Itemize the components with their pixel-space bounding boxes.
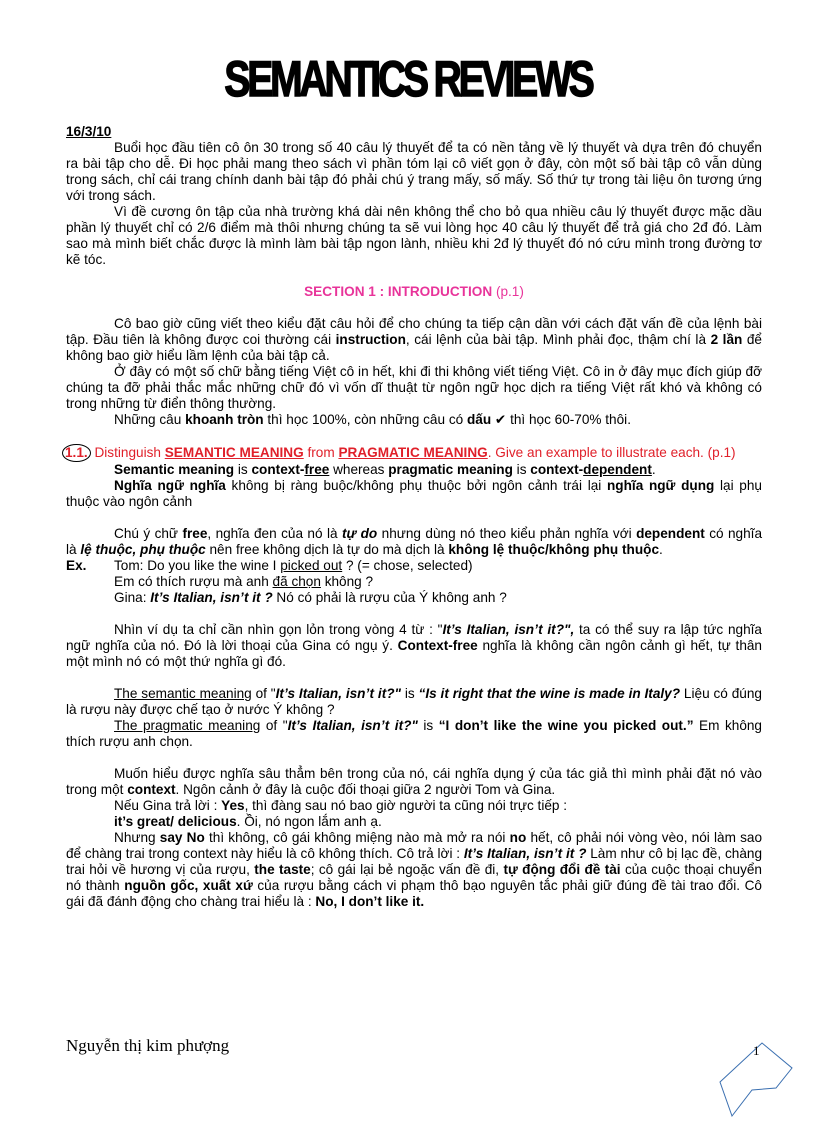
text: of " [260, 718, 288, 733]
text-bold: dấu [466, 412, 492, 427]
text-bold-italic: It’s Italian, isn’t it ? [463, 846, 587, 861]
text: is [234, 462, 252, 477]
text-bold: Nghĩa ngữ nghĩa [114, 478, 226, 493]
text: ta có thể suy ra lập tức nghĩa ngữ nghĩa của nó. Đó là lời thoại của Gina có ngụ ý. [66, 622, 762, 653]
text: Nó có phải là rượu của Ý không anh ? [272, 590, 507, 605]
section-paragraph-2: Ở đây có một số chữ bằng tiếng Việt cô in hết, khi đi thi không viết tiếng Việt. Cô in ở đây mục đích giúp đỡ chúng ta đỡ phải thắc mắc những chữ đó vì vốn dĩ thuật từ ngôn ngữ học dịch ra tiếng Việt rất khó và không có trong những từ điển thông thường. [66, 364, 762, 411]
text: Distinguish [90, 445, 165, 460]
text-bold: Context-free [397, 638, 478, 653]
section-paragraph-1 [66, 316, 762, 364]
text: , thì đàng sau nó bao giờ người ta cũng nói trực tiếp : [244, 798, 568, 813]
context-paragraph [66, 766, 762, 798]
text: hết, cô phải nói vòng vèo, nói làm sao để chàng trai trong context này hiểu là cô không thích. Cô trả lời : [66, 830, 763, 861]
pragmatic-meaning-paragraph [66, 718, 762, 750]
text: có nghĩa là [66, 526, 763, 557]
text: ? (= chose, selected) [342, 558, 473, 573]
intro-paragraph-1: Buổi học đầu tiên cô ôn 30 trong số 40 câu lý thuyết để ta có nền tảng về lý thuyết và dựa trên đó chuyển ra bài tập cho dễ. Đi học phải mang theo sách vì phần tóm lại cô viết gọn ở đây, còn một số bài tập cô vẫn dùng trong sách, chỉ cái trang chính danh bài tập đó phải chú ý trang mấy, số mấy. Số thứ tự trong tài liệu ôn tương ứng với trong sách. [66, 140, 762, 203]
page-corner-decoration [700, 1040, 800, 1120]
text: Những câu [114, 412, 186, 427]
text: Em có thích rượu mà anh [114, 574, 273, 589]
no-paragraph [66, 830, 762, 910]
text-bold: free [182, 526, 208, 541]
text-bold: nguồn gốc, xuất xứ [124, 878, 253, 893]
text: Nhìn ví dụ ta chỉ cần nhìn gọn lỏn trong vòng 4 từ : " [114, 622, 443, 637]
question-number: 1.1. [62, 444, 91, 462]
text: . [651, 462, 656, 477]
text-bold: the taste [254, 862, 311, 877]
text-bold: pragmatic meaning [388, 462, 513, 477]
text-bold: instruction [335, 332, 406, 347]
section-title: SECTION 1 : INTRODUCTION [304, 284, 493, 299]
text: Nhưng [114, 830, 160, 845]
text-underline: picked out [280, 558, 343, 573]
text: , cái lệnh của bài tập. Mình phải đọc, thậm chí là [405, 332, 711, 347]
section-heading [66, 284, 762, 300]
explanation-paragraph-1 [66, 622, 762, 670]
text-bold-italic: tự do [341, 526, 378, 541]
intro-paragraph-2: Vì đề cương ôn tập của nhà trường khá dài nên không thể cho bỏ qua nhiều câu lý thuyết được mặc dầu phần lý thuyết chỉ có 2/6 điểm mà thôi nhưng chúng ta sẽ vui lòng học 40 câu lý thuyết để trả giá cho 2đ đó. Làm sao mà mình biết chắc được là mình làm bài tập ngon lành, nhiều khi 2đ lý thuyết đó nó cứu mình trong đường tơ kẽ tóc. [66, 204, 762, 267]
document-title: SEMANTICS REVIEWS [224, 51, 592, 107]
text-bold-italic: It’s Italian, isn’t it?" [275, 686, 401, 701]
text: of " [251, 686, 276, 701]
text-bold: 2 lần [710, 332, 743, 347]
text-bold: SEMANTIC MEANING [164, 445, 304, 460]
text: is [512, 462, 531, 477]
answer-line-2 [66, 478, 762, 510]
text: Nếu Gina trả lời : [114, 798, 222, 813]
example-label: Ex. [66, 558, 87, 573]
text: . [659, 542, 663, 557]
text-bold: nghĩa ngữ dụng [607, 478, 715, 493]
text-bold: context [127, 782, 176, 797]
text-bold: Yes [221, 798, 245, 813]
text-bold: không lệ thuộc/không phụ thuộc [448, 542, 660, 557]
section-page: (p.1) [495, 284, 524, 299]
answer-line-1 [66, 462, 762, 478]
great-paragraph [66, 814, 762, 830]
example-line-2 [66, 574, 762, 590]
text: . Ồi, nó ngon lắm anh ạ. [236, 814, 382, 829]
text: không ? [320, 574, 374, 589]
text-bold: context- [530, 462, 584, 477]
text: nhưng dùng nó theo kiểu phản nghĩa với [377, 526, 637, 541]
text: from [303, 445, 339, 460]
text: Tom: Do you like the wine I [114, 558, 281, 573]
text: Chú ý chữ [114, 526, 183, 541]
yes-paragraph [66, 798, 762, 814]
text-bold: “I don’t like the wine you picked out.” [438, 718, 694, 733]
text-bold: No, I don’t like it. [315, 894, 425, 909]
text: lại phụ thuộc vào ngôn cảnh [66, 478, 762, 509]
text-bold: say No [159, 830, 205, 845]
text-bold-italic: It’s Italian, isn’t it?", [442, 622, 575, 637]
text: thì học 100%, còn những câu có [263, 412, 467, 427]
example-line-1 [114, 558, 473, 574]
text-bold-italic: It’s Italian, isn’t it ? [150, 590, 273, 605]
text-bold: tự động đổi đề tài [503, 862, 621, 877]
semantic-meaning-paragraph [66, 686, 762, 718]
text-bold: no [509, 830, 527, 845]
text: Liệu có đúng là rượu này được chế tạo ở nước Ý không ? [66, 686, 762, 717]
text: . Give an example to illustrate each. (p.1) [487, 445, 736, 460]
text-bold: dependent [636, 526, 705, 541]
text-bold: context- [251, 462, 305, 477]
text: ; cô gái lại bẻ ngoặc vấn đề đi, [310, 862, 504, 877]
date: 16/3/10 [66, 124, 112, 139]
section-paragraph-3 [66, 412, 762, 428]
text: Cô bao giờ cũng viết theo kiểu đặt câu hỏi để cho chúng ta tiếp cận dần với cách đặt vấn đề của lệnh bài tập. Đầu tiên là không được coi thường cái [66, 316, 762, 347]
text-bold-italic: It’s Italian, isn’t it?" [287, 718, 418, 733]
text-bold-italic: “Is it right that the wine is made in Italy? [418, 686, 681, 701]
text: Làm như cô bị lạc đề, chàng trai hỏi về hương vị của rượu, [66, 846, 762, 877]
text-bold: Semantic meaning [114, 462, 235, 477]
footer-author: Nguyễn thị kim phượng [66, 1036, 230, 1055]
text: is [400, 686, 419, 701]
question-1-1 [66, 444, 762, 462]
text: whereas [329, 462, 389, 477]
text: của cuộc thoại chuyển nó thành [66, 862, 762, 893]
example-line-3 [66, 590, 762, 606]
text: . Ngôn cảnh ở đây là cuộc đối thoại giữa 2 người Tom và Gina. [175, 782, 556, 797]
text-underline: đã chọn [272, 574, 321, 589]
text: , nghĩa đen của nó là [207, 526, 342, 541]
text-bold: PRAGMATIC MEANING [338, 445, 488, 460]
page-number: 1 [753, 1043, 760, 1058]
text: ✔ thì học 60-70% thôi. [491, 412, 631, 427]
document-body [66, 124, 762, 910]
text-bold-italic: lệ thuộc, phụ thuộc [80, 542, 206, 557]
text: để không bao giờ hiểu lầm lệnh của bài tập cả. [66, 332, 762, 363]
text: của rượu bằng cách vi phạm thô bạo nguyên tắc phải giữ đúng đề tài trao đổi. Cô gái đã đánh động cho chàng trai hiểu là : [66, 878, 762, 909]
text-bold: free [304, 462, 330, 477]
text-bold: dependent [583, 462, 652, 477]
example-row [66, 558, 762, 574]
text-bold: khoanh tròn [185, 412, 264, 427]
text: Muốn hiểu được nghĩa sâu thẳm bên trong của nó, cái nghĩa dụng ý của tác giả thì mình phải đặt nó vào trong một [66, 766, 762, 797]
text: không bị ràng buộc/không phụ thuộc bởi ngôn cảnh trái lại [225, 478, 607, 493]
text: thì không, cô gái không miệng nào mà mở ra nói [204, 830, 510, 845]
text-bold: it’s great/ delicious [114, 814, 237, 829]
text: nghĩa là không cần ngôn cảnh gì hết, tự thân một mình nó có một thứ nghĩa gì đó. [66, 638, 762, 669]
text-underline: The semantic meaning [114, 686, 252, 701]
text: Em không thích rượu anh chọn. [66, 718, 762, 749]
text: Gina: [114, 590, 151, 605]
text: is [417, 718, 439, 733]
text: nên free không dịch là tự do mà dịch là [205, 542, 449, 557]
text-underline: The pragmatic meaning [114, 718, 261, 733]
note-free [66, 526, 762, 558]
